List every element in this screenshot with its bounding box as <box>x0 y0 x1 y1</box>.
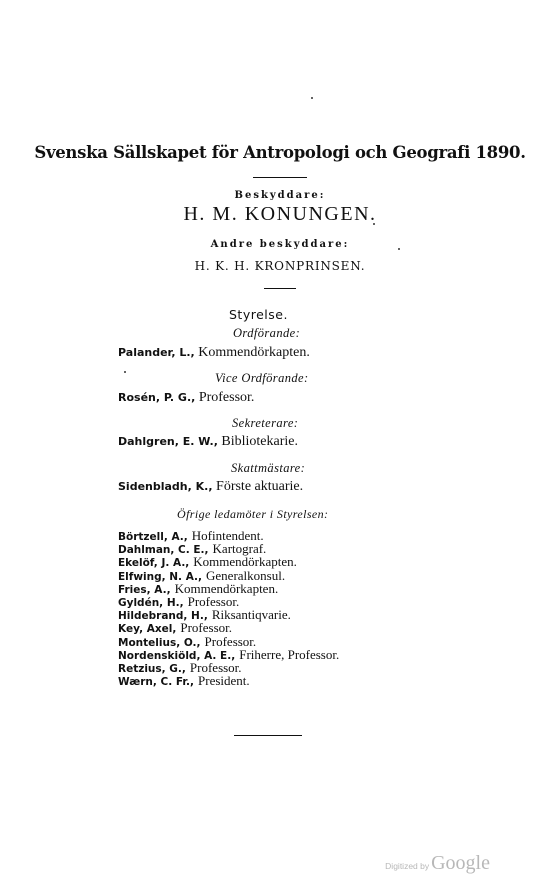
vice-chairman-title: Professor. <box>198 390 255 405</box>
secretary-title: Bibliotekarie. <box>221 434 298 449</box>
member-title: Professor. <box>189 659 242 675</box>
members-list <box>118 529 339 687</box>
vice-chairman-name: Rosén, P. G., <box>118 391 196 404</box>
divider <box>234 735 302 736</box>
member-title: Kommendörkapten. <box>193 554 297 570</box>
member-title: Riksantiqvarie. <box>211 607 291 623</box>
protector-name: H. M. KONUNGEN. <box>183 203 377 225</box>
secretary-entry <box>118 434 298 450</box>
treasurer-name: Sidenbladh, K., <box>118 480 213 493</box>
board-heading: Styrelse. <box>229 307 288 322</box>
specks <box>311 97 313 99</box>
member-title: Friherre, Professor. <box>239 646 340 662</box>
treasurer-title: Förste aktuarie. <box>216 479 304 494</box>
specks <box>124 371 126 373</box>
digitized-watermark <box>385 852 490 875</box>
member-name: Retzius, G., <box>118 662 186 675</box>
member-title: Professor. <box>180 620 232 636</box>
members-heading: Öfrige ledamöter i Styrelsen: <box>177 507 329 521</box>
member-name: Hildebrand, H., <box>118 610 208 623</box>
chairman-entry <box>118 345 310 361</box>
chairman-name: Palander, L., <box>118 346 195 359</box>
member-title: President. <box>198 673 250 689</box>
member-title: Generalkonsul. <box>206 567 286 583</box>
treasurer-entry <box>118 479 303 495</box>
watermark-prefix: Digitized by <box>385 861 430 871</box>
member-title: Kommendörkapten. <box>174 580 279 596</box>
divider <box>264 288 296 289</box>
treasurer-role: Skattmästare: <box>231 461 306 475</box>
member-title: Hofintendent. <box>191 528 264 543</box>
vice-chairman-role: Vice Ordförande: <box>215 371 309 385</box>
member-name: Dahlman, C. E., <box>118 544 209 557</box>
chairman-role: Ordförande: <box>233 326 301 340</box>
member-name: Börtzell, A., <box>118 531 188 543</box>
member-title: Kartograf. <box>212 541 267 557</box>
watermark-brand: Google <box>431 852 490 874</box>
other-protector-name: H. K. H. KRONPRINSEN. <box>194 259 366 273</box>
member-name: Gyldén, H., <box>118 596 184 609</box>
member-name: Key, Axel, <box>118 623 177 636</box>
secretary-name: Dahlgren, E. W., <box>118 435 218 448</box>
secretary-role: Sekreterare: <box>232 416 299 430</box>
member-name: Nordenskiöld, A. E., <box>118 649 236 662</box>
member-title: Professor. <box>187 593 240 609</box>
protector-label: Beskyddare: <box>234 190 326 201</box>
member-title: Professor. <box>204 633 257 649</box>
member-name: Wærn, C. Fr., <box>118 676 195 689</box>
chairman-title: Kommendörkapten. <box>198 345 310 360</box>
member-name: Fries, A., <box>118 583 171 596</box>
other-protector-label: Andre beskyddare: <box>210 239 350 250</box>
member-name: Montelius, O., <box>118 636 201 649</box>
member-name: Ekelöf, J. A., <box>118 557 190 570</box>
page-title: Svenska Sällskapet för Antropologi och Geografi 1890. <box>34 143 526 162</box>
list-item <box>118 674 339 687</box>
divider <box>253 177 307 178</box>
vice-chairman-entry <box>118 390 254 406</box>
member-name: Elfwing, N. A., <box>118 570 203 583</box>
